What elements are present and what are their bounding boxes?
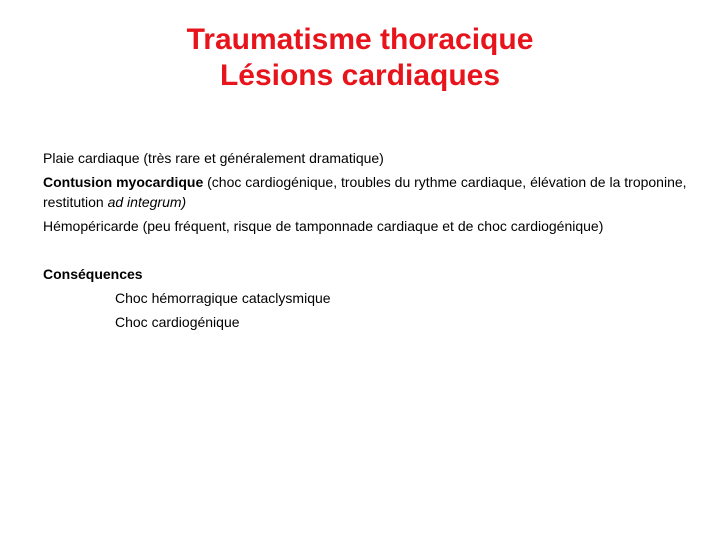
contusion-details: (choc cardiogénique, troubles du rythme cardiaque, élévation de la troponine, restitution — [43, 174, 687, 210]
spacer — [43, 240, 713, 264]
consequences-heading — [43, 264, 713, 284]
contusion-label: Contusion myocardique — [43, 174, 204, 190]
item-hemopericarde — [43, 216, 713, 236]
title-line-2: Lésions cardiaques — [219, 59, 501, 92]
item-plaie-cardiaque-text: Plaie cardiaque (très rare et généralement dramatique) — [43, 150, 384, 166]
slide-title — [0, 22, 720, 94]
slide-content — [43, 148, 713, 332]
consequences-heading-text: Conséquences — [43, 266, 143, 282]
consequence-item-1-text: Choc hémorragique cataclysmique — [115, 290, 331, 306]
title-line-1: Traumatisme thoracique — [186, 23, 534, 56]
consequence-item-2 — [43, 312, 713, 332]
item-plaie-cardiaque — [43, 148, 713, 168]
item-contusion-myocardique — [43, 172, 713, 212]
contusion-ad-integrum: ad integrum) — [107, 194, 187, 210]
item-hemopericarde-text: Hémopéricarde (peu fréquent, risque de tamponnade cardiaque et de choc cardiogénique) — [43, 218, 604, 234]
consequence-item-1 — [43, 288, 713, 308]
consequence-item-2-text: Choc cardiogénique — [115, 314, 240, 330]
